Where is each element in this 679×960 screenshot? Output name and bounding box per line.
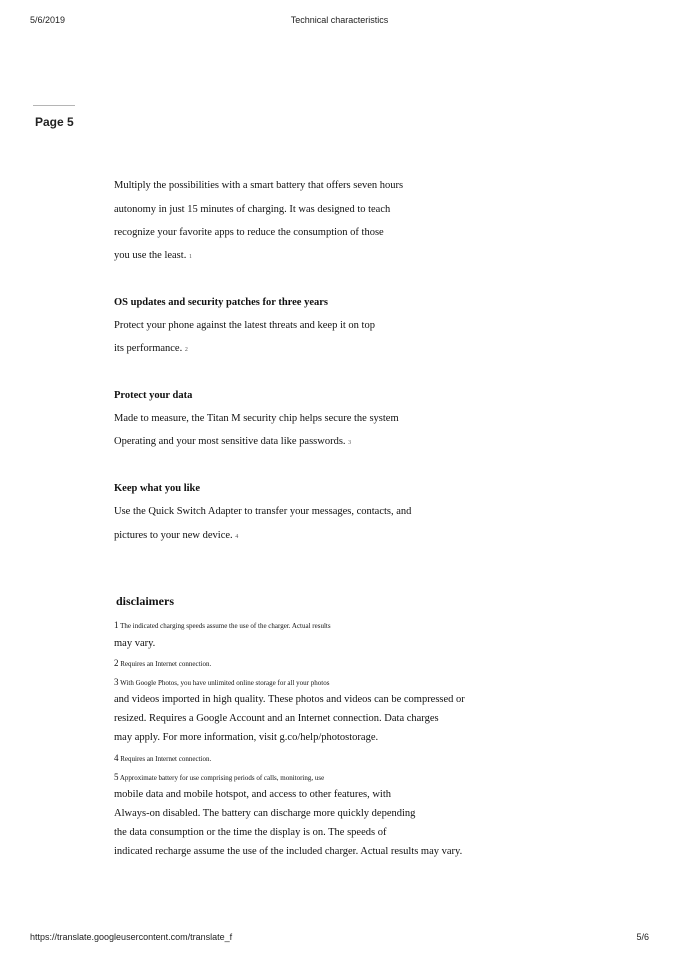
disclaimer-line: may apply. For more information, visit g.co/help/photostorage. bbox=[114, 732, 379, 743]
footnote-ref: 2 bbox=[184, 347, 188, 353]
disclaimer-text: With Google Photos, you have unlimited online storage for all your photos bbox=[120, 679, 330, 687]
page-divider bbox=[33, 105, 75, 106]
disclaimer-line: may vary. bbox=[114, 638, 156, 649]
disclaimers-heading: disclaimers bbox=[116, 594, 174, 608]
disclaimer-item bbox=[114, 676, 329, 689]
section-heading: OS updates and security patches for three years bbox=[114, 297, 328, 308]
body-line: Protect your phone against the latest threats and keep it on top bbox=[114, 320, 375, 331]
body-line bbox=[114, 343, 188, 356]
disclaimer-text: Requires an Internet connection. bbox=[120, 660, 212, 668]
disclaimer-text: The indicated charging speeds assume the use of the charger. Actual results bbox=[120, 622, 331, 630]
footnote-ref: 4 bbox=[235, 534, 239, 540]
disclaimer-line: mobile data and mobile hotspot, and access to other features, with bbox=[114, 789, 392, 800]
body-line: Made to measure, the Titan M security chip helps secure the system bbox=[114, 413, 399, 424]
disclaimer-item bbox=[114, 752, 211, 765]
body-line bbox=[114, 530, 238, 543]
section-heading: Protect your data bbox=[114, 390, 193, 401]
body-line bbox=[114, 250, 192, 263]
body-line-text: you use the least. bbox=[114, 250, 187, 261]
footer-page-number: 5/6 bbox=[636, 932, 649, 942]
disclaimer-item bbox=[114, 619, 331, 632]
disclaimer-line: Always-on disabled. The battery can discharge more quickly depending bbox=[114, 808, 416, 819]
disclaimer-number: 4 bbox=[114, 753, 119, 763]
body-line: autonomy in just 15 minutes of charging. It was designed to teach bbox=[114, 204, 391, 215]
section-heading: Keep what you like bbox=[114, 483, 201, 494]
header-title: Technical characteristics bbox=[290, 15, 389, 25]
disclaimer-item bbox=[114, 657, 211, 670]
footnote-ref: 3 bbox=[348, 440, 352, 446]
body-line-text: pictures to your new device. bbox=[114, 530, 233, 541]
body-line: Use the Quick Switch Adapter to transfer your messages, contacts, and bbox=[114, 506, 412, 517]
disclaimer-line: and videos imported in high quality. These photos and videos can be compressed or bbox=[114, 694, 465, 705]
body-line: Multiply the possibilities with a smart battery that offers seven hours bbox=[114, 180, 404, 191]
disclaimer-number: 3 bbox=[114, 677, 119, 687]
disclaimer-line: the data consumption or the time the display is on. The speeds of bbox=[114, 827, 387, 838]
body-line-text: Operating and your most sensitive data like passwords. bbox=[114, 436, 346, 447]
footnote-ref: 1 bbox=[188, 254, 192, 260]
disclaimer-text: Requires an Internet connection. bbox=[120, 755, 212, 763]
body-line: recognize your favorite apps to reduce the consumption of those bbox=[114, 227, 384, 238]
page-label: Page 5 bbox=[35, 115, 74, 129]
body-line-text: its performance. bbox=[114, 343, 183, 354]
disclaimer-line: resized. Requires a Google Account and an Internet connection. Data charges bbox=[114, 713, 439, 724]
disclaimer-line: indicated recharge assume the use of the included charger. Actual results may vary. bbox=[114, 846, 463, 857]
footer-url: https://translate.googleusercontent.com/translate_f bbox=[30, 932, 233, 942]
disclaimer-number: 5 bbox=[114, 772, 119, 782]
disclaimer-number: 2 bbox=[114, 658, 119, 668]
disclaimer-number: 1 bbox=[114, 620, 119, 630]
body-line bbox=[114, 436, 351, 449]
header-date: 5/6/2019 bbox=[30, 15, 66, 25]
disclaimer-text: Approximate battery for use comprising periods of calls, monitoring, use bbox=[119, 774, 325, 782]
disclaimer-item bbox=[114, 771, 324, 784]
